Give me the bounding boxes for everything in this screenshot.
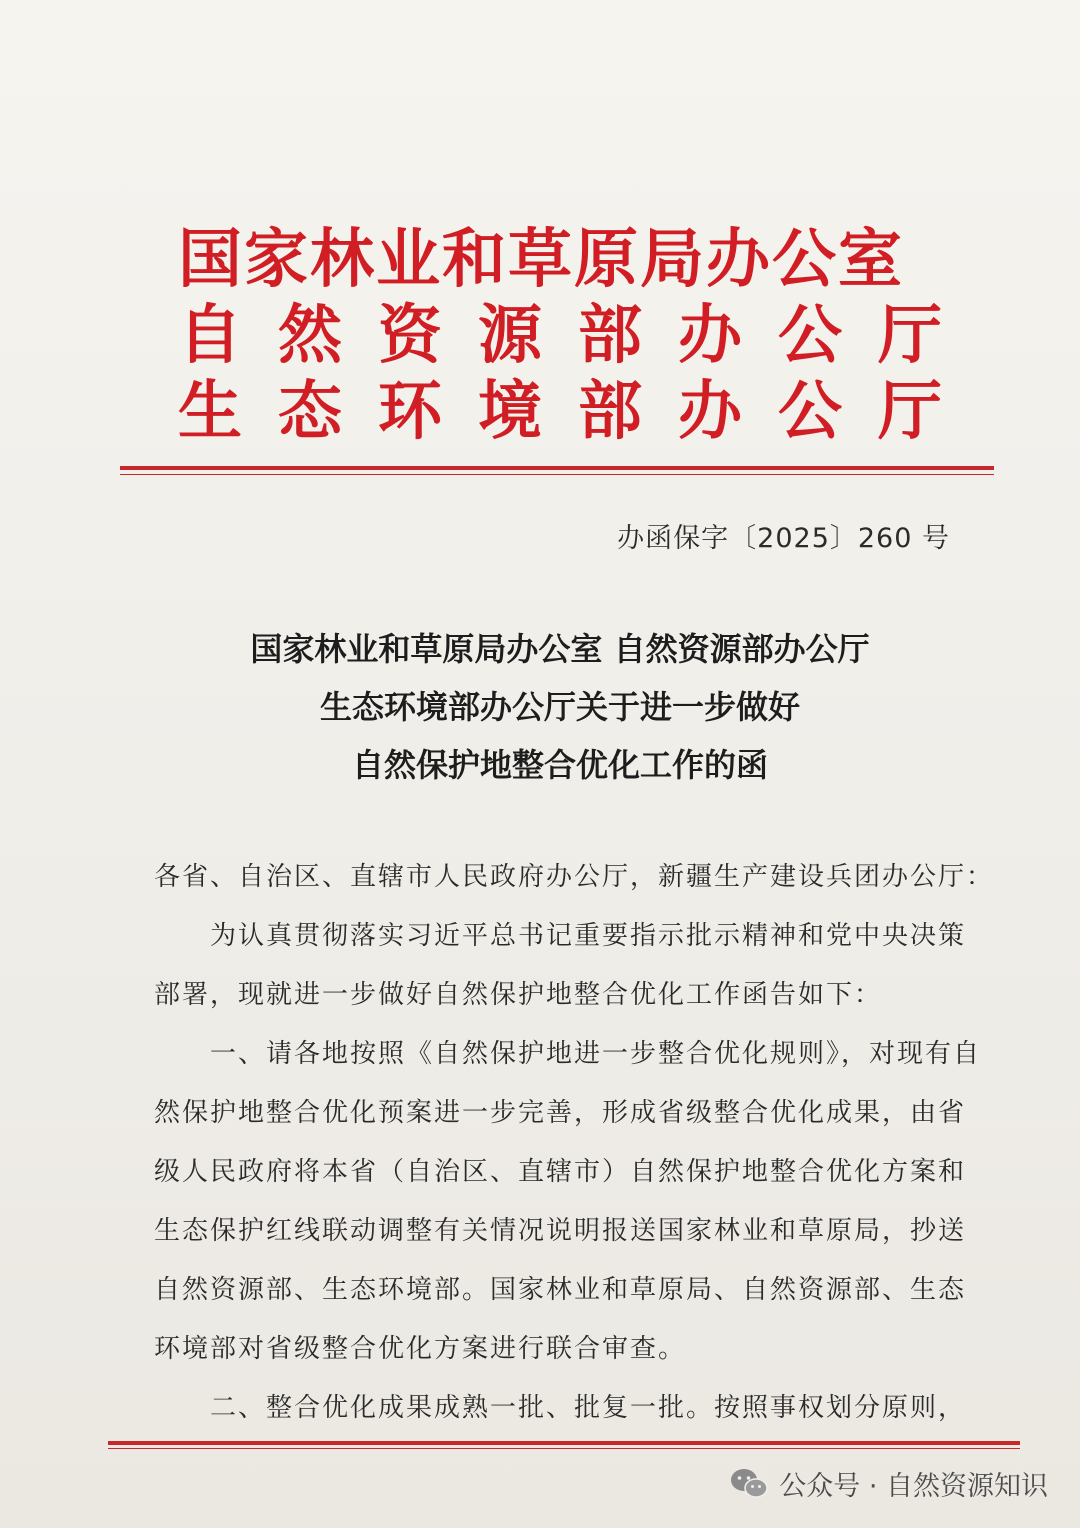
wechat-watermark — [729, 1464, 1048, 1503]
document-title — [120, 620, 1000, 794]
body-line: 二、整合优化成果成熟一批、批复一批。按照事权划分原则， — [210, 1393, 967, 1423]
body-line: 级人民政府将本省（自治区、直辖市）自然保护地整合优化方案和 — [154, 1157, 967, 1187]
header-line-3: 生态环境部办公厅 — [178, 374, 978, 449]
body-line: 各省、自治区、直辖市人民政府办公厅，新疆生产建设兵团办公厅： — [154, 862, 995, 892]
document-body — [154, 848, 995, 1438]
header-red-rule-thin — [120, 474, 994, 475]
header-line-2: 自然资源部办公厅 — [178, 298, 978, 373]
title-line-3: 自然保护地整合优化工作的函 — [351, 746, 768, 784]
title-line-1: 国家林业和草原局办公室 自然资源部办公厅 — [250, 630, 870, 668]
document-number: 办函保字〔2025〕260 号 — [617, 523, 950, 554]
watermark-text: 公众号 · 自然资源知识 — [779, 1471, 1048, 1502]
body-line: 为认真贯彻落实习近平总书记重要指示批示精神和党中央决策 — [210, 921, 967, 951]
body-line: 部署，现就进一步做好自然保护地整合优化工作函告如下： — [154, 980, 883, 1010]
issuing-authority-header — [178, 222, 978, 450]
title-line-2: 生态环境部办公厅关于进一步做好 — [319, 688, 800, 726]
header-line-1: 国家林业和草原局办公室 — [178, 222, 904, 297]
body-line: 自然资源部、生态环境部。国家林业和草原局、自然资源部、生态 — [154, 1275, 967, 1305]
footer-red-rule — [108, 1441, 1020, 1445]
body-line: 然保护地整合优化预案进一步完善，形成省级整合优化成果，由省 — [154, 1098, 967, 1128]
body-line: 一、请各地按照《自然保护地进一步整合优化规则》，对现有自 — [210, 1039, 982, 1069]
body-line: 生态保护红线联动调整有关情况说明报送国家林业和草原局，抄送 — [154, 1216, 967, 1246]
body-line: 环境部对省级整合优化方案进行联合审查。 — [154, 1334, 687, 1364]
header-red-rule — [120, 466, 994, 470]
wechat-icon — [729, 1467, 769, 1501]
footer-red-rule-thin — [108, 1448, 1020, 1449]
